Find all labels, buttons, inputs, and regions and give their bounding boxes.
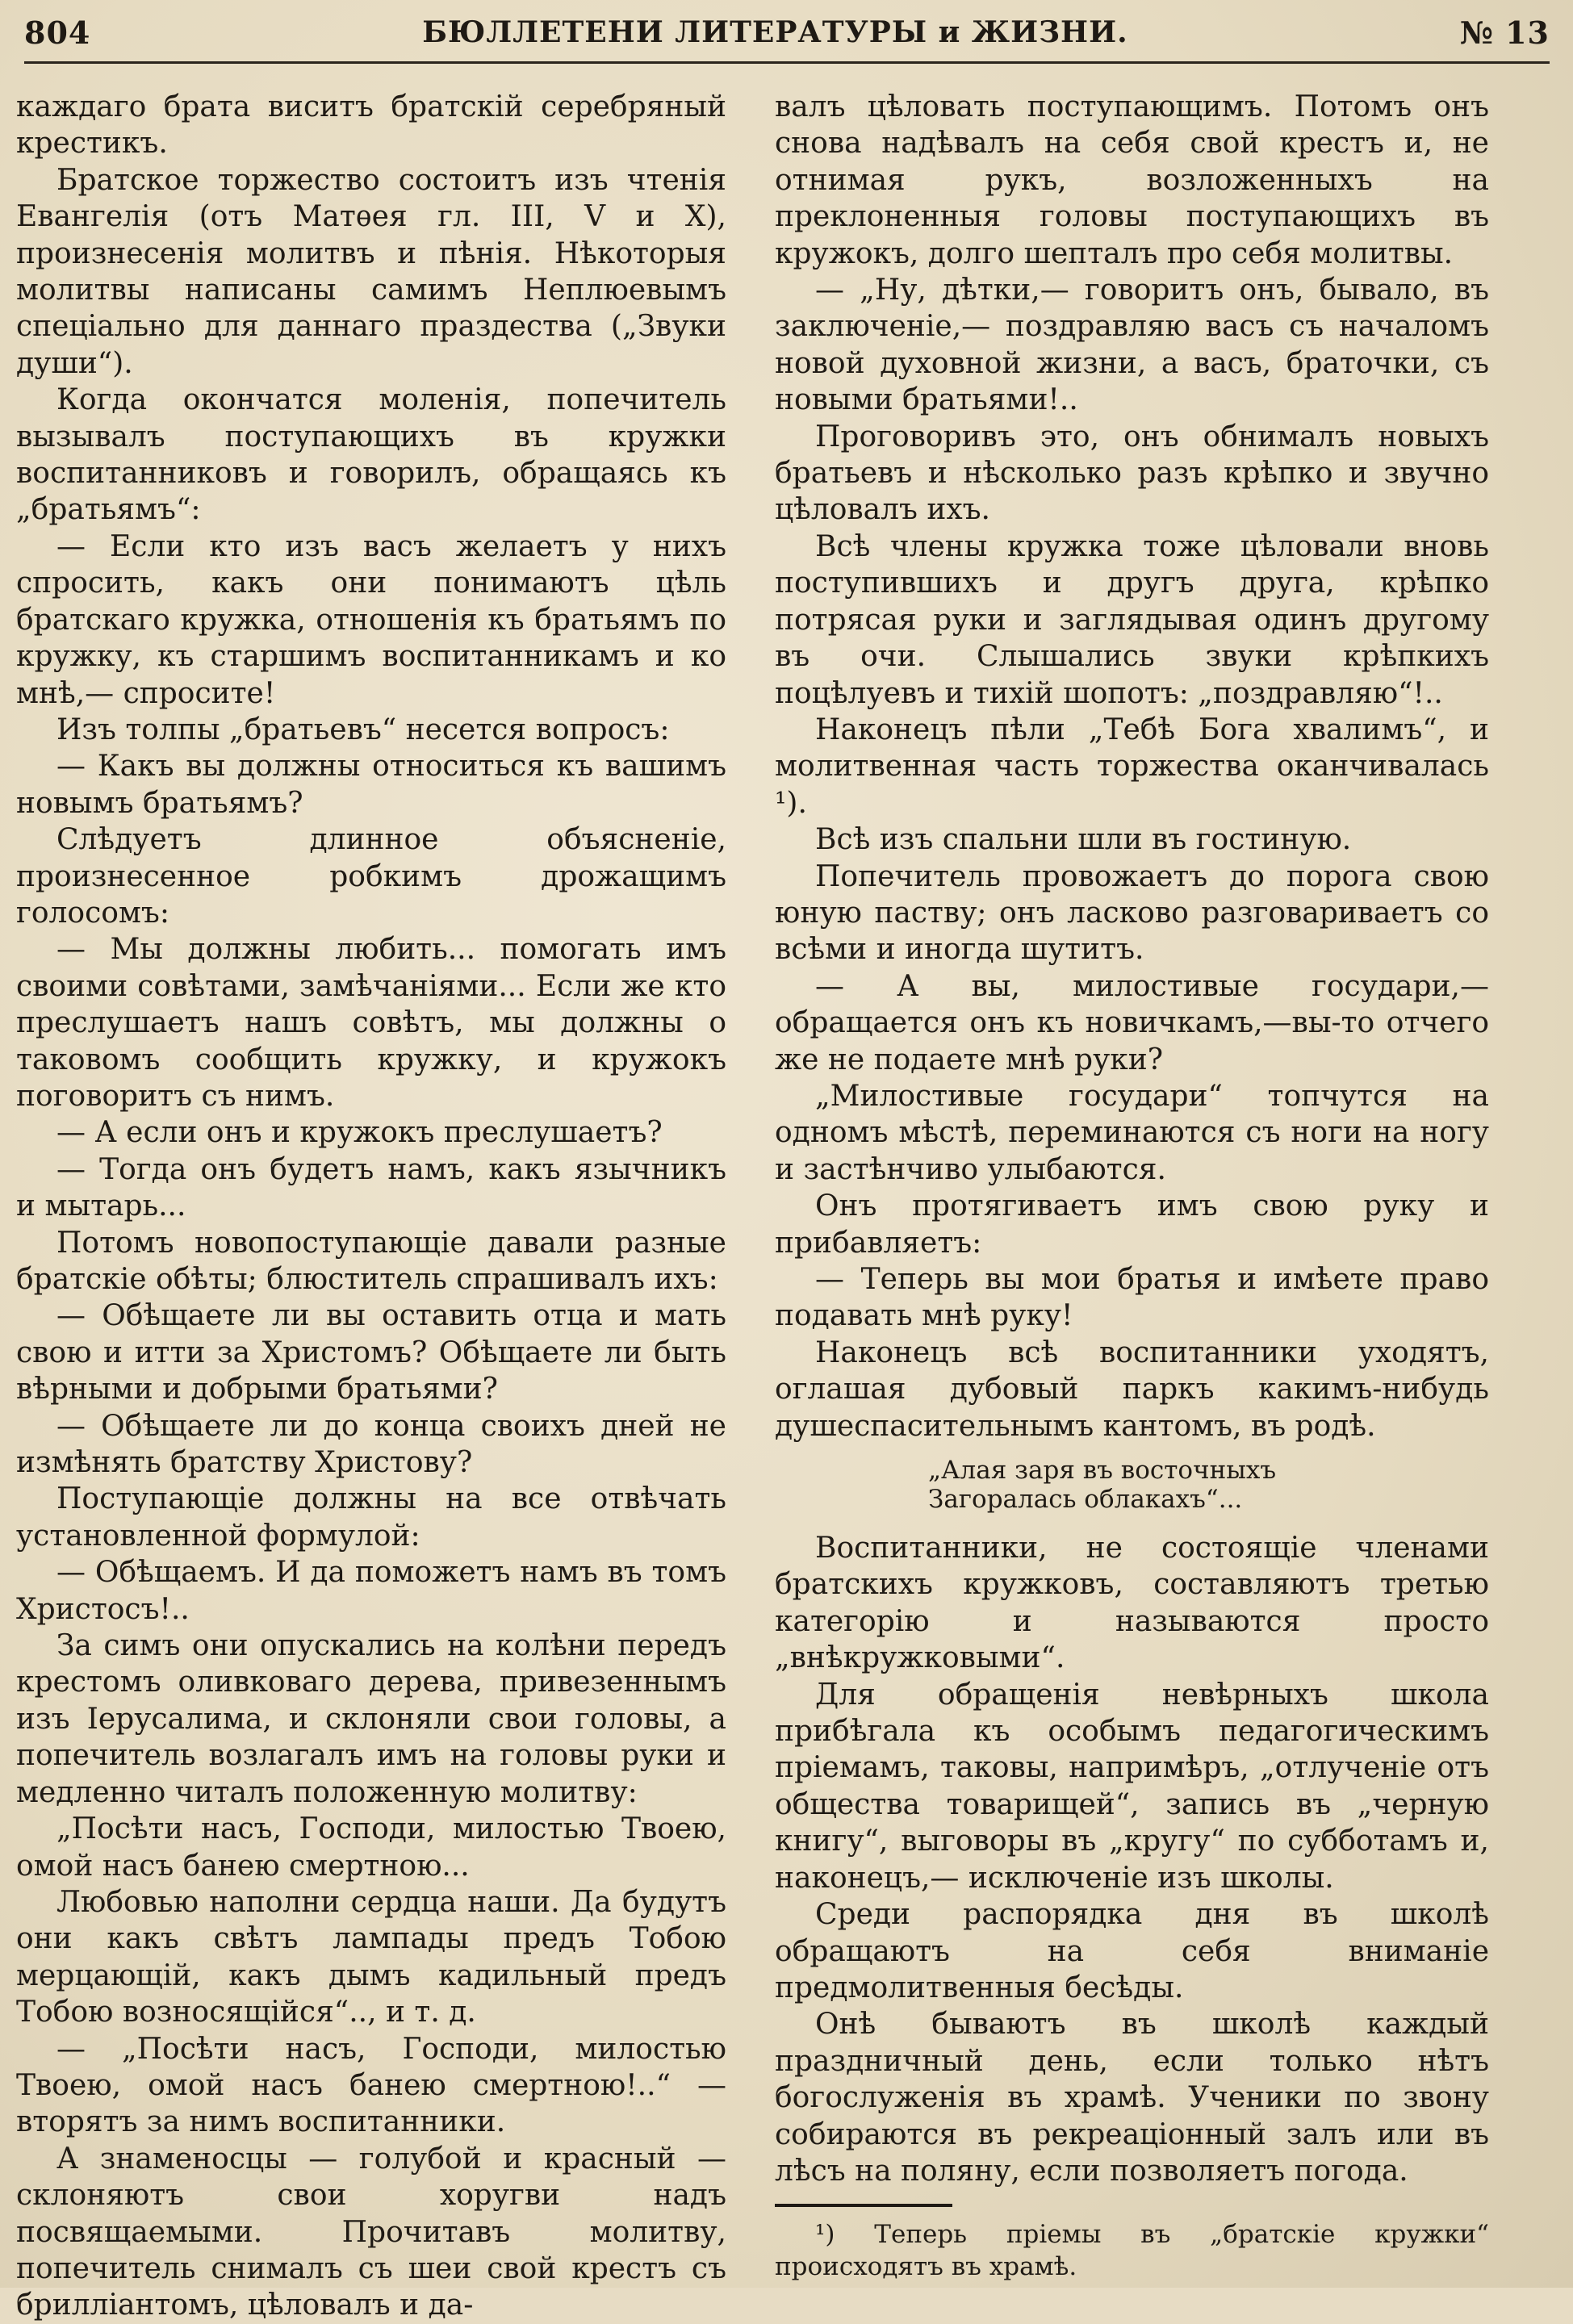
paragraph: каждаго брата виситъ братскій серебряный крестикъ. [16, 90, 726, 161]
paragraph: — А вы, милостивые государи,—обращается онъ къ новичкамъ,—вы-то отчего же не подаете мнѣ руки? [775, 969, 1489, 1076]
paragraph: Воспитанники, не состоящіе членами братскихъ кружковъ, составляютъ третью категорію и называются просто „внѣкружковыми“. [775, 1532, 1489, 1675]
paragraph: Проговоривъ это, онъ обнималъ новыхъ братьевъ и нѣсколько разъ крѣпко и звучно цѣловалъ ихъ. [775, 420, 1489, 527]
paragraph: — Теперь вы мои братья и имѣете право подавать мнѣ руку! [775, 1263, 1489, 1333]
paragraph: валъ цѣловать поступающимъ. Потомъ онъ снова надѣвалъ на себя свой крестъ и, не отнимая рукъ, возложенныхъ на преклоненныя головы поступающихъ въ кружокъ, долго шепталъ про себя молитвы. [775, 90, 1489, 270]
paragraph: А знаменосцы — голубой и красный — склоняютъ свои хоругви надъ посвящаемыми. Прочитавъ молитву, попечитель снималъ съ шеи свой крестъ съ брилліантомъ, цѣловалъ и да- [16, 2142, 726, 2322]
header-rule [24, 61, 1550, 64]
paragraph: Попечитель провожаетъ до порога свою юную паству; онъ ласково разговариваетъ со всѣми и иногда шутитъ. [775, 859, 1489, 967]
paragraph: „Милостивые государи“ топчутся на одномъ мѣстѣ, переминаются съ ноги на ногу и застѣнчиво улыбаются. [775, 1079, 1489, 1186]
footnote-rule [775, 2204, 952, 2207]
paragraph: „Посѣти насъ, Господи, милостью Твоею, омой насъ банею смертною... [16, 1812, 726, 1883]
paragraph: Когда окончатся моленія, попечитель вызывалъ поступающихъ въ кружки воспитанниковъ и говорилъ, обращаясь къ „братьямъ“: [16, 383, 726, 527]
paragraph: — Обѣщаете ли до конца своихъ дней не измѣнять братству Христову? [16, 1409, 726, 1480]
paragraph: — „Ну, дѣтки,— говоритъ онъ, бывало, въ заключеніе,— поздравляю васъ съ началомъ новой духовной жизни, а васъ, браточки, съ новыми братьями!.. [775, 274, 1489, 417]
paragraph: За симъ они опускались на колѣни передъ крестомъ оливковаго дерева, привезеннымъ изъ Іерусалима, и склоняли свои головы, а попечитель возлагалъ имъ на головы руки и медленно читалъ положенную молитву: [16, 1629, 726, 1809]
paragraph: Для обращенія невѣрныхъ школа прибѣгала къ особымъ педагогическимъ пріемамъ, таковы, напримѣръ, „отлученіе отъ общества товарищей“, запись въ „черную книгу“, выговоры въ „кругу“ по субботамъ и, наконецъ,— исключеніе изъ школы. [775, 1678, 1489, 1895]
paragraph: Любовью наполни сердца наши. Да будутъ они какъ свѣтъ лампады предъ Тобою мерцающій, какъ дымъ кадильный предъ Тобою возносящійся“.., и т. д. [16, 1885, 726, 2029]
paragraph: Потомъ новопоступающіе давали разные братскіе обѣты; блюститель спрашивалъ ихъ: [16, 1226, 726, 1296]
paragraph: Онѣ бываютъ въ школѣ каждый праздничный день, если только нѣтъ богослуженія въ храмѣ. Ученики по звону собираются въ рекреаціонный залъ или въ лѣсъ на поляну, если позволяетъ погода. [775, 2008, 1489, 2188]
paragraph: Наконецъ пѣли „Тебѣ Бога хвалимъ“, и молитвенная часть торжества оканчивалась ¹). [775, 713, 1489, 820]
paragraph: Всѣ члены кружка тоже цѣловали вновь поступившихъ и другъ друга, крѣпко потрясая руки и заглядывая одинъ другому въ очи. Слышались звуки крѣпкихъ поцѣлуевъ и тихій шопотъ: „поздравляю“!.. [775, 529, 1489, 710]
paragraph: — Обѣщаемъ. И да поможетъ намъ въ томъ Христосъ!.. [16, 1556, 726, 1626]
paragraph: — Какъ вы должны относиться къ вашимъ новымъ братьямъ? [16, 750, 726, 820]
paragraph: — Тогда онъ будетъ намъ, какъ язычникъ и мытарь... [16, 1152, 726, 1223]
paragraph: Изъ толпы „братьевъ“ несется вопросъ: [56, 713, 670, 746]
paragraph: — Если кто изъ васъ желаетъ у нихъ спросить, какъ они понимаютъ цѣль братскаго кружка, отношенія къ братьямъ по кружку, къ старшимъ воспитанникамъ и ко мнѣ,— спросите! [16, 529, 726, 710]
paragraph: Слѣдуетъ длинное объясненіе, произнесенное робкимъ дрожащимъ голосомъ: [16, 823, 726, 930]
paragraph: Братское торжество состоитъ изъ чтенія Евангелія (отъ Матѳея гл. III, V и X), произнесенія молитвъ и пѣнія. Нѣкоторыя молитвы написаны самимъ Неплюевымъ спеціально для даннаго праздества („Звуки души“). [16, 163, 726, 380]
paragraph: Среди распорядка дня въ школѣ обращаютъ на себя вниманіе предмолитвенныя бесѣды. [775, 1898, 1489, 2004]
paragraph: — Мы должны любить... помогать имъ своими совѣтами, замѣчаніями... Если же кто преслушаетъ нашъ совѣтъ, мы должны о таковомъ сообщить кружку, и кружокъ поговоритъ съ нимъ. [16, 933, 726, 1113]
paragraph: Наконецъ всѣ воспитанники уходятъ, оглашая дубовый паркъ какимъ-нибудь душеспасительнымъ кантомъ, въ родѣ. [775, 1335, 1489, 1443]
issue-number: № 13 [1459, 14, 1550, 51]
paragraph: — А если онъ и кружокъ преслушаетъ? [56, 1116, 663, 1150]
page-number: 804 [24, 14, 91, 51]
paragraph: Всѣ изъ спальни шли въ гостиную. [815, 823, 1352, 857]
left-column [16, 89, 726, 2324]
paragraph: Онъ протягиваетъ имъ свою руку и прибавляетъ: [775, 1189, 1489, 1260]
right-column [775, 89, 1489, 2283]
paragraph: — „Посѣти насъ, Господи, милостью Твоею, омой насъ банею смертною!..“ — вторятъ за нимъ воспитанники. [16, 2032, 726, 2139]
poem-quote [775, 1456, 1489, 1514]
paragraph: — Обѣщаете ли вы оставить отца и мать свою и итти за Христомъ? Обѣщаете ли быть вѣрными и добрыми братьями? [16, 1299, 726, 1407]
paragraph: Поступающіе должны на все отвѣчать установленной формулой: [16, 1482, 726, 1553]
journal-title: БЮЛЛЕТЕНИ ЛИТЕРАТУРЫ и ЖИЗНИ. [422, 15, 1128, 49]
poem-line: „Алая заря въ восточныхъ [928, 1456, 1277, 1486]
running-header [24, 8, 1550, 56]
footnote: ¹) Теперь пріемы въ „братскіе кружки“ происходятъ въ храмѣ. [775, 2220, 1489, 2282]
poem-line: Загоралась облакахъ“... [928, 1485, 1243, 1515]
